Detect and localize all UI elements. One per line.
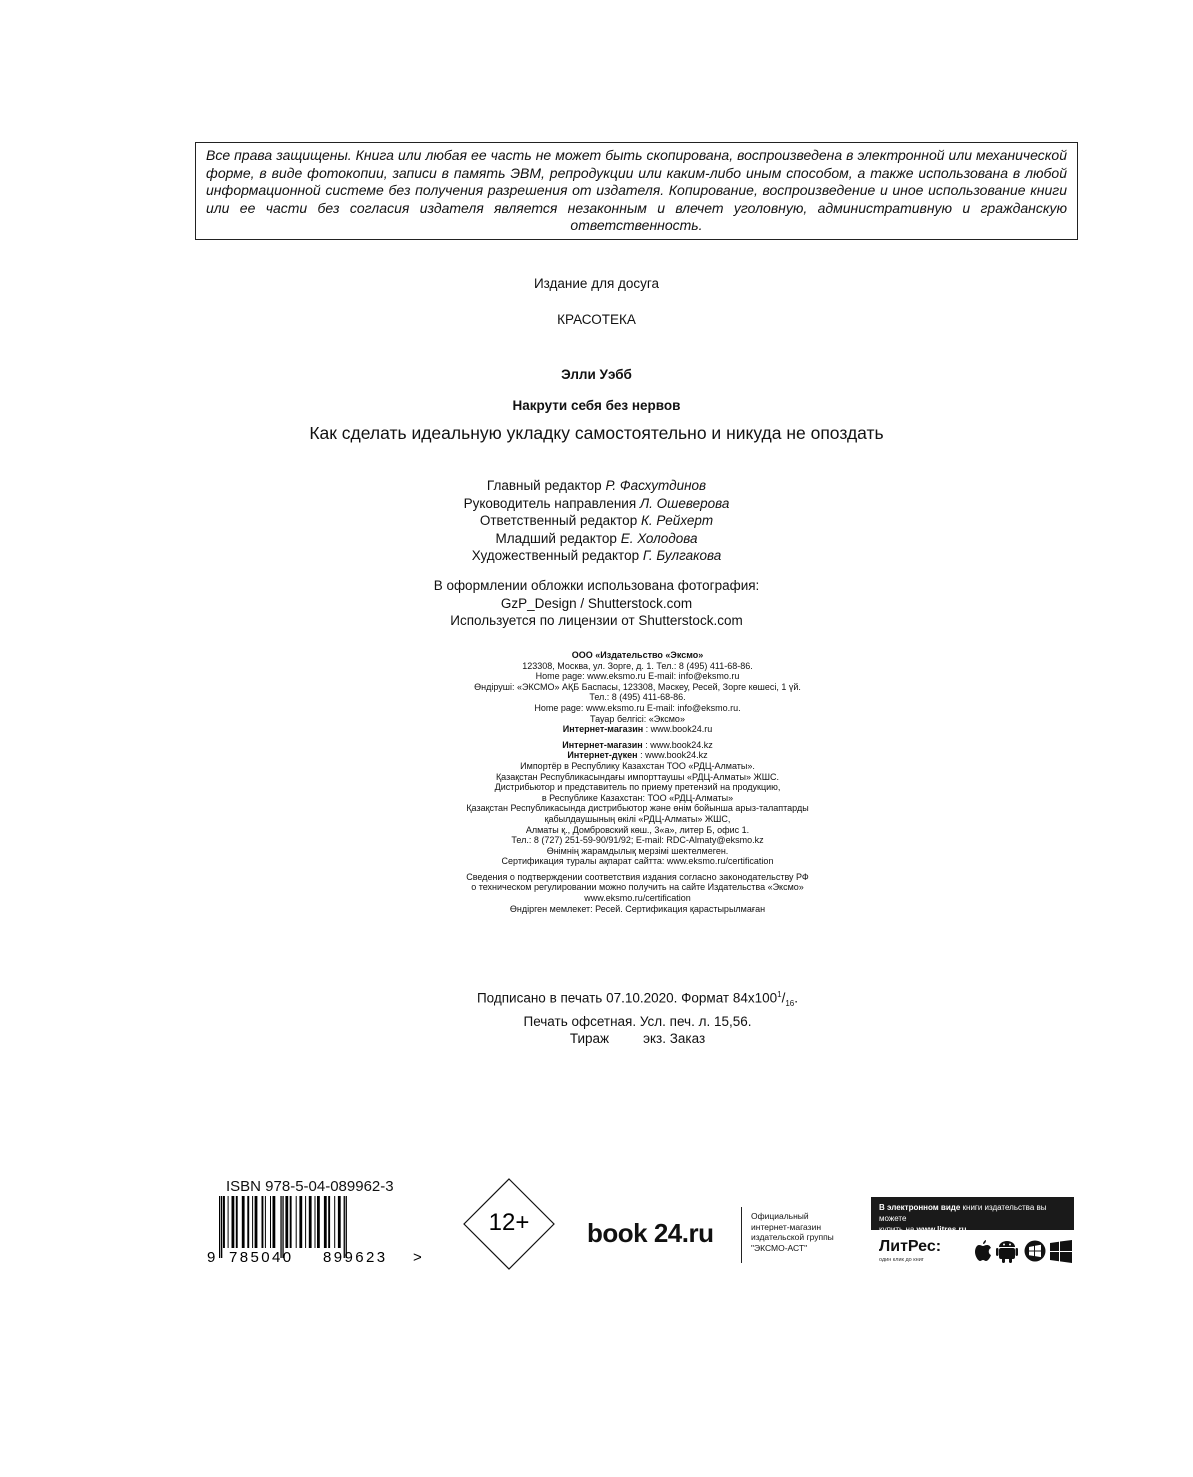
editorial-staff: [0, 477, 1193, 565]
imprint-line: Тел.: 8 (727) 251-59-90/91/92; E-mail: RDC-Almaty@eksmo.kz: [511, 835, 764, 846]
imprint-line: Сертификация туралы ақпарат сайтта: www.eksmo.ru/certification: [501, 856, 774, 867]
barcode-bar: [309, 1196, 312, 1248]
book-title: Накрути себя без нервов: [512, 398, 681, 413]
litres-banner: В электронном виде книги издательства вы можете купить на www.litres.ru: [871, 1197, 1074, 1230]
print-signed-line: Подписано в печать 07.10.2020. Формат $84х100^1/_{16}$.: [476, 990, 799, 1009]
imprint-line: Өнімнің жарамдылық мерзімі шектелмеген.: [546, 845, 729, 856]
edition-type: Издание для досуга: [533, 276, 660, 291]
barcode-bar: [290, 1196, 292, 1248]
barcode-bar: [338, 1196, 341, 1248]
shop-kz2-line: Интернет-дүкен : www.book24.kz: [567, 750, 708, 761]
android-icon: [996, 1241, 1018, 1263]
imprint-line: Home page: www.eksmo.ru E-mail: info@eksmo.ru.: [534, 702, 741, 713]
barcode-bar: [265, 1196, 266, 1248]
staff-line: Младший редактор Е. Холодова: [495, 530, 698, 546]
rights-notice-text: Все права защищены. Книга или любая ее часть не может быть скопирована, воспроизведена в электронной или механической форме, в виде фотокопии, записи в память ЭВМ, репродукции или каким-либо иным способом, а также использована в любой информационной системе без получения разрешения от издателя. Копирование, воспроизведение и иное использование книги или ее части без согласия издателя является незаконным и влечет уголовную, административную и гражданскую ответственность.: [206, 147, 1067, 233]
imprint-line: Тел.: 8 (495) 411-68-86.: [589, 692, 686, 703]
shop-kz-line: Интернет-магазин : www.book24.kz: [562, 739, 713, 750]
platform-icons: [968, 1238, 1074, 1264]
book-subtitle: Как сделать идеальную укладку самостоятельно и никуда не опоздать: [309, 423, 884, 443]
age-rating-text: 12+: [488, 1209, 530, 1236]
barcode-bar: [262, 1196, 264, 1248]
staff-line: Главный редактор Р. Фасхутдинов: [486, 478, 707, 493]
imprint-line: о техническом регулировании можно получить на сайте Издательства «Эксмо»: [471, 882, 804, 893]
litres-logo: ЛитРес:: [879, 1238, 942, 1255]
barcode-bar: [232, 1196, 235, 1248]
apple-icon: [975, 1240, 991, 1261]
litres-tagline: один клик до книг: [879, 1257, 924, 1263]
book24-divider: [741, 1207, 742, 1263]
barcode-bar: [270, 1196, 271, 1248]
imprint-line: Сведения о подтверждении соответствия издания согласно законодательству РФ: [466, 871, 809, 882]
credit-line: GzP_Design / Shutterstock.com: [500, 595, 693, 611]
barcode-bar: [223, 1196, 225, 1248]
barcode-bar: [252, 1196, 253, 1248]
imprint-line: в Республике Казахстан: ТОО «РДЦ-Алматы»: [541, 792, 734, 803]
barcode-bar: [255, 1196, 258, 1248]
imprint-line: Өндіруші: «ЭКСМО» АҚБ Баспасы, 123308, Мәскеу, Ресей, Зорге көшесі, 1 үй.: [474, 681, 801, 692]
imprint-line: Қазақстан Республикасындағы импорттаушы «РДЦ-Алматы» ЖШС.: [495, 771, 780, 782]
barcode-bar: [285, 1196, 288, 1248]
age-rating-badge: [463, 1178, 555, 1270]
imprint-line: Тауар белгісі: «Эксмо»: [590, 713, 685, 724]
isbn-label: ISBN 978-5-04-089962-3: [226, 1178, 394, 1195]
imprint-line: Өндірген мемлекет: Ресей. Сертификация қарастырылмаған: [509, 903, 766, 914]
barcode-bar: [242, 1196, 245, 1248]
barcode-digit-first: 9: [207, 1249, 216, 1264]
author-name: Элли Уэбб: [561, 367, 632, 382]
imprint-line: Алматы қ., Домбровский көш., 3«а», литер Б, офис 1.: [525, 824, 750, 835]
imprint-line: 123308, Москва, ул. Зорге, д. 1. Тел.: 8 (495) 411-68-86.: [522, 660, 753, 671]
barcode-digits-right: 899623: [323, 1249, 388, 1264]
barcode-bar: [328, 1196, 330, 1248]
imprint-line: Дистрибьютор и представитель по приему претензий на продукцию,: [494, 782, 781, 793]
credit-line: В оформлении обложки использована фотография:: [433, 578, 760, 593]
imprint-line: Импортёр в Республику Казахстан ТОО «РДЦ-Алматы».: [520, 760, 755, 771]
staff-line: Ответственный редактор К. Рейхерт: [479, 513, 714, 528]
imprint-line: Қазақстан Республикасында дистрибьютор және өнім бойынша арыз-талаптарды: [466, 803, 809, 814]
credit-line: Используется по лицензии от Shutterstock.com: [450, 613, 743, 628]
circulation-line: Тираж экз. Заказ: [569, 1031, 706, 1047]
barcode-guard-bar: [221, 1196, 222, 1258]
barcode-bar: [228, 1196, 229, 1248]
barcode-bar: [236, 1196, 238, 1248]
windows-phone-icon: [1025, 1241, 1046, 1262]
staff-line: Художественный редактор Г. Булгакова: [471, 548, 722, 563]
imprint-line: Home page: www.eksmo.ru E-mail: info@eksmo.ru: [535, 671, 740, 682]
imprint-line: www.eksmo.ru/certification: [584, 893, 691, 904]
barcode-bar: [315, 1196, 316, 1248]
cover-credits: [0, 577, 1193, 630]
barcode-quiet-mark: >: [413, 1249, 422, 1264]
series-name: КРАСОТЕКА: [557, 312, 636, 327]
barcode-digits-left: 785040: [229, 1249, 294, 1264]
imprint-block: [0, 650, 1193, 914]
barcode-bar: [305, 1196, 306, 1248]
barcode-bar: [273, 1196, 276, 1248]
print-line: Печать офсетная. Усл. печ. л. 15,56.: [523, 1013, 752, 1029]
print-info: [0, 986, 1193, 1048]
barcode-bar: [317, 1196, 320, 1248]
isbn-barcode: [207, 1196, 423, 1264]
barcode-bar: [296, 1196, 297, 1248]
shop-ru-line: Интернет-магазин : www.book24.ru: [562, 724, 713, 735]
barcode-bar: [299, 1196, 302, 1248]
barcode-guard-bar: [219, 1196, 220, 1258]
book24-note: Официальный интернет-магазин издательской группы "ЭКСМО-АСТ": [751, 1211, 834, 1253]
book24-logo: book 24.ru: [587, 1218, 714, 1248]
rights-notice-box: [195, 142, 1078, 240]
barcode-bar: [247, 1196, 249, 1248]
staff-line: Руководитель направления Л. Ошеверова: [463, 495, 730, 511]
imprint-line: қабылдаушының өкілі «РДЦ-Алматы» ЖШС,: [544, 813, 731, 824]
windows-icon: [1050, 1240, 1072, 1263]
barcode-bar: [324, 1196, 327, 1248]
barcode-bar: [334, 1196, 335, 1248]
publisher-name: ООО «Издательство «Эксмо»: [571, 650, 704, 660]
